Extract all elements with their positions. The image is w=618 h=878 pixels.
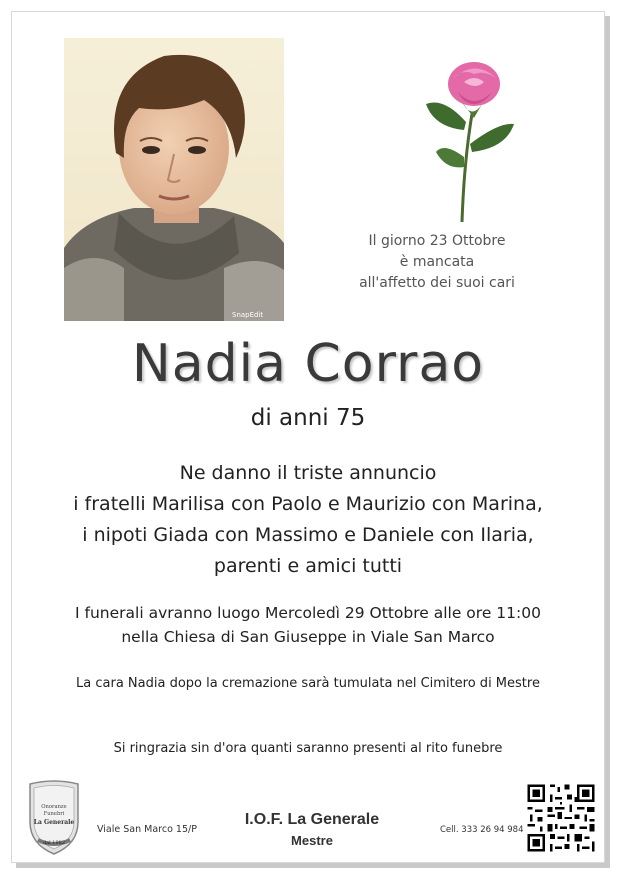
company-phone: Cell. 333 26 94 984 xyxy=(440,825,524,835)
announcement-line: i nipoti Giada con Massimo e Daniele con Ilaria, xyxy=(82,524,534,546)
deceased-name: Nadia Corrao xyxy=(131,334,485,394)
funeral-place-line: nella Chiesa di San Giuseppe in Viale San Marco xyxy=(121,628,495,646)
rose-icon xyxy=(414,52,524,227)
company-city: Mestre xyxy=(291,833,333,848)
company-name: I.O.F. La Generale xyxy=(244,811,380,828)
intro-line2: è mancata xyxy=(399,254,475,270)
death-intro xyxy=(342,231,532,294)
qr-code-icon[interactable] xyxy=(525,782,597,854)
deceased-age: di anni 75 xyxy=(250,405,366,431)
thanks-note: Si ringrazia sin d'ora quanti saranno presenti al rito funebre xyxy=(113,741,503,756)
intro-date: Il giorno 23 Ottobre xyxy=(368,233,506,249)
funeral-info xyxy=(12,601,604,649)
svg-text:Onoranze: Onoranze xyxy=(41,804,67,810)
deceased-portrait xyxy=(64,38,284,321)
svg-text:Funebri: Funebri xyxy=(43,811,65,817)
obituary-notice xyxy=(11,11,605,863)
announcement xyxy=(12,458,604,582)
footer-address: Viale San Marco 15/P xyxy=(97,824,197,835)
svg-text:La Generale: La Generale xyxy=(33,819,75,826)
funeral-date-line: I funerali avranno luogo Mercoledì 29 Ottobre alle ore 11:00 xyxy=(75,604,541,622)
watermark-text: SnapEdit xyxy=(232,311,264,319)
announcement-line: i fratelli Marilisa con Paolo e Maurizio con Marina, xyxy=(73,493,543,515)
announcement-line: parenti e amici tutti xyxy=(213,555,403,577)
burial-info: La cara Nadia dopo la cremazione sarà tumulata nel Cimitero di Mestre xyxy=(76,676,540,691)
intro-line3: all'affetto dei suoi cari xyxy=(359,275,515,291)
logo-shield-icon xyxy=(24,778,84,858)
announcement-line: Ne danno il triste annuncio xyxy=(179,462,437,484)
svg-text:dal 1982: dal 1982 xyxy=(42,840,66,846)
